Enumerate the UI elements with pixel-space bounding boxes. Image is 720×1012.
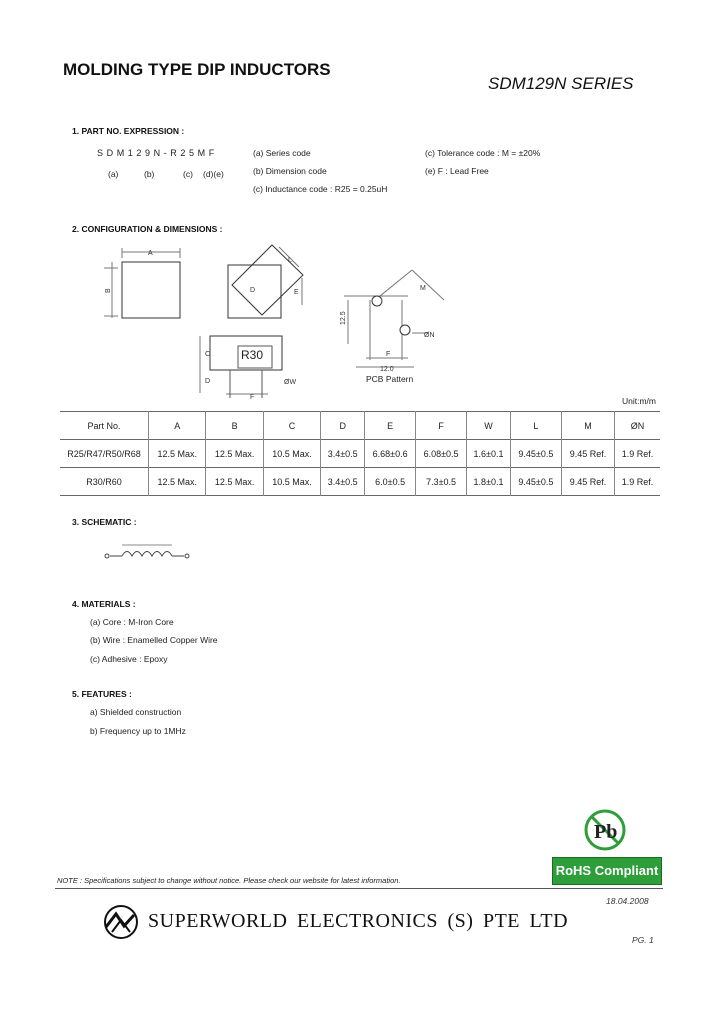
section-features-heading: 5. FEATURES : <box>72 689 132 699</box>
footer-note: NOTE : Specifications subject to change without notice. Please check our website for latest information. <box>57 876 401 885</box>
section-materials-heading: 4. MATERIALS : <box>72 599 136 609</box>
cell: 6.68±0.6 <box>365 440 416 468</box>
label-a: A <box>148 250 153 257</box>
label-120: 12.0 <box>380 366 394 373</box>
desc-series-code: (a) Series code <box>253 148 311 158</box>
label-d-angled: D <box>250 287 256 294</box>
section-schematic-heading: 3. SCHEMATIC : <box>72 517 137 527</box>
label-r30: R30 <box>241 348 264 362</box>
col-part-no: Part No. <box>87 420 121 431</box>
cell: 10.5 Max. <box>263 440 320 468</box>
cell: 6.08±0.5 <box>416 440 467 468</box>
label-b: B <box>105 288 112 293</box>
label-f-pcb: F <box>386 351 391 358</box>
label-f: F <box>250 394 255 400</box>
series-name: SDM129N SERIES <box>488 74 634 93</box>
col-n: ØN <box>615 412 660 440</box>
pb-text: Pb <box>594 821 618 843</box>
part-number-code: SDM129N-R25MF <box>97 148 218 158</box>
col-f: F <box>416 412 467 440</box>
desc-lead-free: (e) F : Lead Free <box>425 166 489 176</box>
cell: 3.4±0.5 <box>321 468 365 496</box>
material-adhesive: (c) Adhesive : Epoxy <box>90 654 168 664</box>
cell: 9.45±0.5 <box>510 468 561 496</box>
page-title: MOLDING TYPE DIP INDUCTORS <box>63 60 331 79</box>
part-letter-b: (b) <box>144 169 155 179</box>
desc-tolerance-code: (c) Tolerance code : M = ±20% <box>425 148 541 158</box>
material-wire: (b) Wire : Enamelled Copper Wire <box>90 635 218 645</box>
part-letter-de: (d)(e) <box>203 169 224 179</box>
label-m: M <box>420 285 426 292</box>
section-config-heading: 2. CONFIGURATION & DIMENSIONS : <box>72 224 223 234</box>
label-n: ØN <box>424 332 435 339</box>
part-letter-c: (c) <box>183 169 193 179</box>
material-core: (a) Core : M-Iron Core <box>90 617 174 627</box>
cell: 12.5 Max. <box>206 440 263 468</box>
cell: 1.9 Ref. <box>615 468 660 496</box>
label-w: ØW <box>284 379 297 386</box>
company-name: SUPERWORLD ELECTRONICS (S) PTE LTD <box>148 910 569 932</box>
cell: 10.5 Max. <box>263 468 320 496</box>
cell: 1.6±0.1 <box>467 440 511 468</box>
part-letter-a: (a) <box>108 169 119 179</box>
unit-label: Unit:m/m <box>622 396 656 406</box>
col-c: C <box>263 412 320 440</box>
pcb-pattern-label: PCB Pattern <box>366 374 414 384</box>
cell: R25/R47/R50/R68 <box>67 448 141 459</box>
col-b: B <box>206 412 263 440</box>
cell: R30/R60 <box>86 476 122 487</box>
col-a: A <box>149 412 206 440</box>
cell: 9.45 Ref. <box>561 440 614 468</box>
label-c: C <box>205 351 211 358</box>
label-125: 12.5 <box>340 311 347 325</box>
cell: 7.3±0.5 <box>416 468 467 496</box>
label-e: E <box>294 289 299 296</box>
cell: 9.45±0.5 <box>510 440 561 468</box>
cell: 12.5 Max. <box>149 440 206 468</box>
col-w: W <box>467 412 511 440</box>
desc-inductance-code: (c) Inductance code : R25 = 0.25uH <box>253 184 388 194</box>
page-number: PG. 1 <box>632 935 654 945</box>
cell: 12.5 Max. <box>149 468 206 496</box>
col-m: M <box>561 412 614 440</box>
col-l: L <box>510 412 561 440</box>
label-l: L <box>288 257 292 264</box>
feature-shielded: a) Shielded construction <box>90 707 182 717</box>
col-e: E <box>365 412 416 440</box>
cell: 1.9 Ref. <box>615 440 660 468</box>
label-d: D <box>205 378 211 385</box>
cell: 12.5 Max. <box>206 468 263 496</box>
section-part-no-heading: 1. PART NO. EXPRESSION : <box>72 126 185 136</box>
cell: 1.8±0.1 <box>467 468 511 496</box>
rohs-badge: RoHS Compliant <box>552 857 662 885</box>
feature-frequency: b) Frequency up to 1MHz <box>90 726 186 736</box>
desc-dimension-code: (b) Dimension code <box>253 166 327 176</box>
col-d: D <box>321 412 365 440</box>
cell: 9.45 Ref. <box>561 468 614 496</box>
footer-date: 18.04.2008 <box>606 896 649 906</box>
cell: 3.4±0.5 <box>321 440 365 468</box>
cell: 6.0±0.5 <box>365 468 416 496</box>
